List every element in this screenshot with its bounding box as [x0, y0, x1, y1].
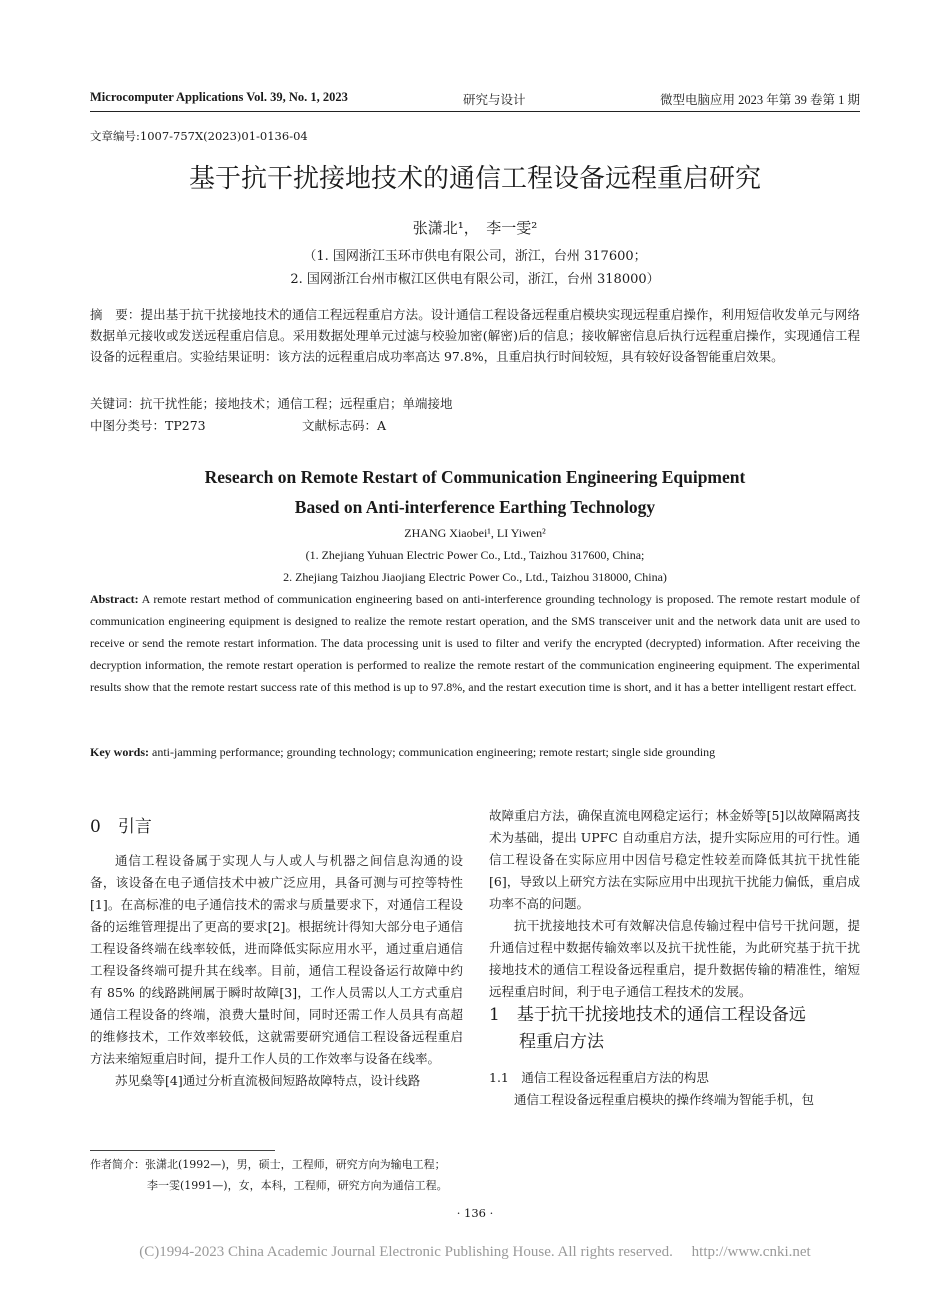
affiliation-en-1: (1. Zhejiang Yuhuan Electric Power Co., Ltd., Taizhou 317600, China; — [305, 548, 645, 562]
document-code: 文献标志码：A — [302, 418, 387, 433]
abstract-en-label: Abstract: — [90, 592, 139, 606]
affiliation-cn-1: （1. 国网浙江玉环市供电有限公司，浙江，台州 317600； — [303, 249, 647, 264]
paragraph: 故障重启方法，确保直流电网稳定运行；林金娇等[5]以故障隔离技术为基础，提出 UPFC 自动重启方法，提升实际应用的可行性。通信工程设备在实际应用中因信号稳定性较差而降低其抗干扰性能[6]，导致以上研究方法在实际应用中出现抗干扰能力偏低，重启成功率不高的问题。 — [489, 808, 860, 911]
section-0-heading — [90, 816, 463, 839]
article-number: 文章编号:1007-757X(2023)01-0136-04 — [90, 129, 308, 143]
abstract-english — [90, 588, 860, 698]
authors-chinese: 张潇北¹， 李一雯² — [412, 219, 538, 237]
keywords-english — [90, 741, 860, 763]
paragraph: 通信工程设备属于实现人与人或人与机器之间信息沟通的设备，该设备在电子通信技术中被广泛应用，具备可测与可控等特性[1]。在高标准的电子通信技术的需求与质量要求下，对通信工程设备的运维管理提出了更高的要求[2]。根据统计得知大部分电子通信工程设备终端在线率较低，进而降低实际应用水平，通过重启通信工程设备终端可提升其在线率。目前，通信工程设备运行故障中约有 85% 的线路跳闸属于瞬时故障[3]，工作人员需以人工方式重启通信工程设备的终端，浪费大量时间，同时还需工作人员具有高超的维修技术，工作效率较低，这就需要研究通信工程设备远程重启方法来缩短重启时间，提升工作人员的工作效率与设备在线率。 — [90, 853, 463, 1066]
copyright-watermark: (C)1994-2023 China Academic Journal Electronic Publishing House. All rights reserved. http://www.cnki.net — [139, 1244, 811, 1260]
header-rule — [90, 111, 860, 112]
section-1-title-line2: 程重启方法 — [519, 1032, 604, 1052]
affiliation-en-2: 2. Zhejiang Taizhou Jiaojiang Electric Power Co., Ltd., Taizhou 318000, China) — [283, 570, 667, 584]
keywords-en-label: Key words: — [90, 745, 149, 759]
subsection-1-1-title: 1.1 通信工程设备远程重启方法的构思 — [489, 1070, 709, 1085]
journal-header-en: Microcomputer Applications Vol. 39, No. 1, 2023 — [90, 90, 348, 104]
author-note-line1: 作者简介：张潇北(1992—)，男，硕士，工程师，研究方向为输电工程； — [90, 1158, 446, 1171]
abstract-cn-label: 摘 要： — [90, 307, 141, 322]
affiliation-cn-2: 2. 国网浙江台州市椒江区供电有限公司，浙江，台州 318000） — [290, 272, 660, 287]
authors-english: ZHANG Xiaobei¹, LI Yiwen² — [404, 526, 546, 540]
section-0-body — [90, 850, 463, 1092]
author-note-line2: 李一雯(1991—)，女，本科，工程师，研究方向为通信工程。 — [147, 1179, 448, 1192]
section-1-heading — [489, 1002, 860, 1056]
title-english-line2: Based on Anti-interference Earthing Technology — [294, 497, 656, 517]
subsection-1-1 — [489, 1067, 860, 1111]
right-column-body — [489, 805, 860, 1003]
clc-number: 中图分类号：TP273 — [90, 418, 206, 433]
journal-section-label: 研究与设计 — [463, 93, 526, 107]
footnote-rule — [90, 1150, 275, 1151]
title-english-line1: Research on Remote Restart of Communication Engineering Equipment — [204, 467, 746, 487]
title-chinese: 基于抗干扰接地技术的通信工程设备远程重启研究 — [188, 164, 761, 194]
abstract-cn-text: 提出基于抗干扰接地技术的通信工程远程重启方法。设计通信工程设备远程重启模块实现远程重启操作，利用短信收发单元与网络数据单元接收或发送远程重启信息。采用数据处理单元过滤与校验加密(解密)后的信息；接收解密信息后执行远程重启操作，实现通信工程设备的远程重启。实验结果证明：该方法的远程重启成功率高达 97.8%，且重启执行时间较短，具有较好设备智能重启效果。 — [90, 307, 860, 364]
abstract-chinese — [90, 304, 860, 367]
section-0-title: 0 引言 — [90, 817, 152, 837]
paragraph: 通信工程设备远程重启模块的操作终端为智能手机，包 — [514, 1092, 815, 1107]
journal-header-cn: 微型电脑应用 2023 年第 39 卷第 1 期 — [659, 93, 860, 107]
keywords-chinese: 关键词：抗干扰性能；接地技术；通信工程；远程重启；单端接地 — [90, 396, 453, 411]
paragraph: 苏见燊等[4]通过分析直流极间短路故障特点，设计线路 — [115, 1073, 421, 1088]
keywords-en-text: anti-jamming performance; grounding technology; communication engineering; remote restart; single side grounding — [152, 745, 716, 759]
abstract-en-text: A remote restart method of communication engineering based on anti-interference grounding technology is proposed. The remote restart module of communication engineering equipment is designed to realize the remote restart operation, and the SMS transceiver unit and the network data unit are used to receive or send the remote restart information. The data processing unit is used to filter and verify the encrypted (decrypted) information. After receiving the decryption information, the remote restart operation is performed to realize the remote restart of the communication engineering equipment. The experimental results show that the remote restart success rate of this method is up to 97.8%, and the restart execution time is short, and it has a better intelligent restart effect. — [90, 592, 860, 694]
page-number: · 136 · — [456, 1206, 494, 1220]
paragraph: 抗干扰接地技术可有效解决信息传输过程中信号干扰问题，提升通信过程中数据传输效率以及抗干扰性能，为此研究基于抗干扰接地技术的通信工程设备远程重启，提升数据传输的精准性，缩短远程重启时间，利于电子通信工程技术的发展。 — [489, 918, 860, 999]
section-1-title-line1: 1 基于抗干扰接地技术的通信工程设备远 — [489, 1005, 806, 1025]
